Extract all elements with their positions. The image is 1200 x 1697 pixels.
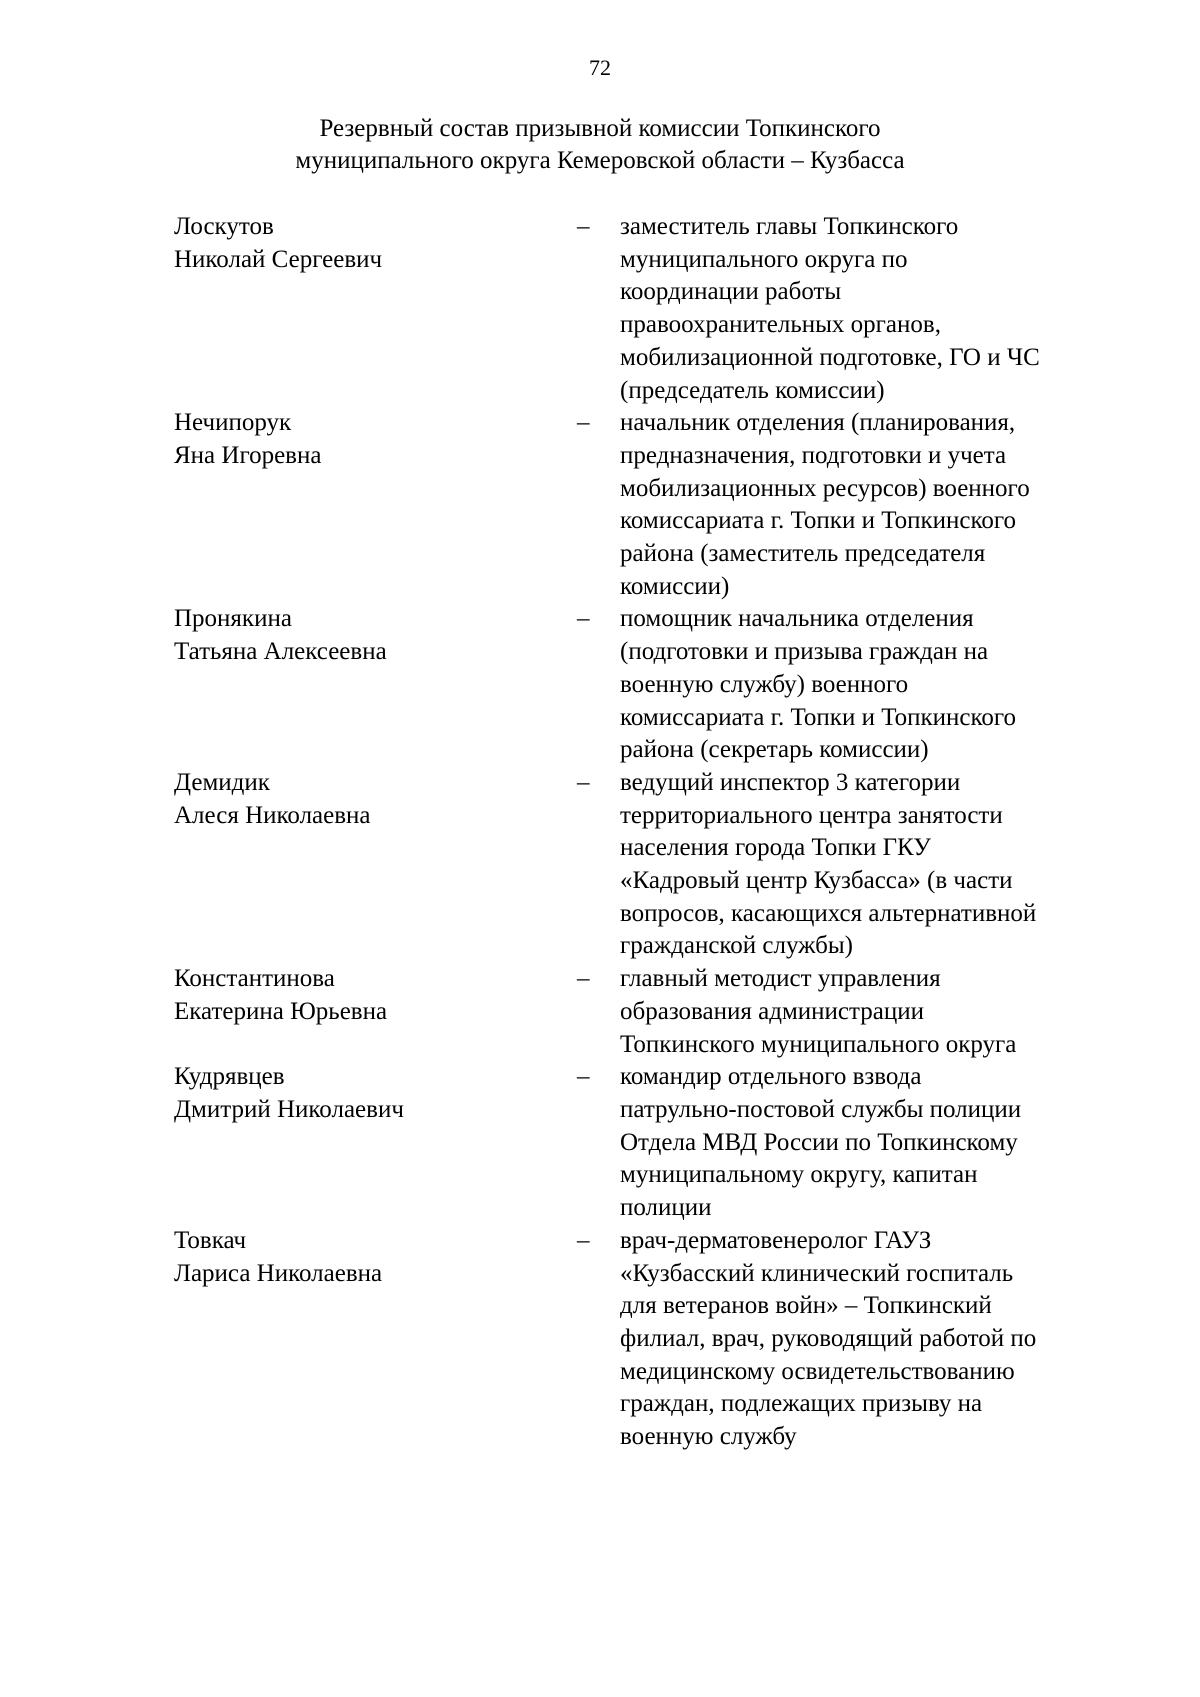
member-entry [174,963,1124,1061]
member-role [620,603,1110,767]
member-role-line: военную службу [620,1423,797,1451]
member-given-names: Татьяна Алексеевна [174,638,387,666]
member-surname: Константинова [174,965,335,993]
member-entry [174,1225,1124,1454]
member-surname: Товкач [174,1226,247,1254]
member-role-line: «Кузбасский клинический госпиталь [620,1259,1014,1287]
member-role-line: Отдела МВД России по Топкинскому [620,1128,1018,1156]
member-surname: Пронякина [174,605,292,633]
member-role-line: филиал, врач, руководящий работой по [620,1324,1037,1352]
member-entry [174,407,1124,603]
member-role-line: главный методист управления [620,965,941,993]
member-entry [174,211,1124,407]
member-role [620,407,1110,603]
member-role-line: полиции [620,1194,712,1222]
member-dash: – [577,1063,590,1091]
member-role-line: мобилизационной подготовке, ГО и ЧС [620,343,1040,371]
member-role [620,211,1110,407]
member-role-line: комиссии) [620,572,730,600]
member-dash: – [577,213,590,240]
member-role-line: командир отдельного взвода [620,1063,922,1091]
member-given-names: Екатерина Юрьевна [174,997,388,1025]
member-role-line: координации работы [620,278,842,306]
member-role-line: населения города Топки ГКУ [620,834,931,862]
member-role-line: комиссариата г. Топки и Топкинского [620,507,1016,535]
member-role-line: района (заместитель председателя [620,540,986,568]
member-name [174,1225,554,1290]
member-role-line: вопросов, касающихся альтернативной [620,899,1037,927]
member-given-names: Николай Сергеевич [174,245,383,273]
document-title [0,113,1200,177]
member-surname: Нечипорук [174,409,292,437]
member-surname: Кудрявцев [174,1063,285,1091]
members-list [174,211,1124,1454]
member-surname: Лоскутов [174,213,274,240]
member-given-names: Яна Игоревна [174,441,322,469]
member-name [174,407,554,472]
member-role-line: территориального центра занятости [620,801,1003,829]
member-role [620,1061,1110,1225]
member-entry [174,767,1124,963]
title-line-1: Резервный состав призывной комиссии Топкинского [319,115,881,142]
member-role-line: военную службу) военного [620,670,909,698]
member-role-line: гражданской службы) [620,932,853,960]
member-role-line: предназначения, подготовки и учета [620,441,1007,469]
member-role-line: (подготовки и призыва граждан на [620,638,989,666]
member-role-line: врач-дерматовенеролог ГАУЗ [620,1226,932,1254]
member-entry [174,603,1124,767]
member-role-line: помощник начальника отделения [620,605,974,633]
member-role-line: патрульно-постовой службы полиции [620,1095,1022,1123]
member-given-names: Лариса Николаевна [174,1259,383,1287]
member-role-line: комиссариата г. Топки и Топкинского [620,703,1016,731]
member-surname: Демидик [174,768,270,796]
member-role-line: района (секретарь комиссии) [620,736,929,764]
title-line-2: муниципального округа Кемеровской области – Кузбасса [295,147,905,174]
member-given-names: Алеся Николаевна [174,801,371,829]
member-role-line: муниципального округа по [620,245,908,273]
member-role-line: Топкинского муниципального округа [620,1030,1017,1058]
member-dash: – [577,409,590,437]
member-role [620,767,1110,963]
member-role-line: начальник отделения (планирования, [620,409,1016,437]
member-given-names: Дмитрий Николаевич [174,1095,404,1123]
member-name [174,603,554,668]
member-dash: – [577,965,590,993]
member-role-line: муниципальному округу, капитан [620,1161,978,1189]
member-role-line: для ветеранов войн» – Топкинский [620,1292,992,1320]
member-name [174,767,554,832]
member-role [620,1225,1110,1454]
member-role-line: граждан, подлежащих призыву на [620,1390,983,1418]
member-role-line: правоохранительных органов, [620,311,941,339]
member-role-line: ведущий инспектор 3 категории [620,768,961,796]
page-number: 72 [589,55,611,80]
member-role-line: (председатель комиссии) [620,376,885,404]
member-role [620,963,1110,1061]
member-name [174,1061,554,1126]
member-entry [174,1061,1124,1225]
member-name [174,963,554,1028]
member-role-line: заместитель главы Топкинского [620,213,959,240]
member-role-line: «Кадровый центр Кузбасса» (в части [620,867,1013,895]
member-dash: – [577,1226,590,1254]
member-role-line: медицинскому освидетельствованию [620,1357,1015,1385]
member-role-line: мобилизационных ресурсов) военного [620,474,1030,502]
member-role-line: образования администрации [620,997,924,1025]
member-name [174,211,554,276]
member-dash: – [577,605,590,633]
member-dash: – [577,768,590,796]
